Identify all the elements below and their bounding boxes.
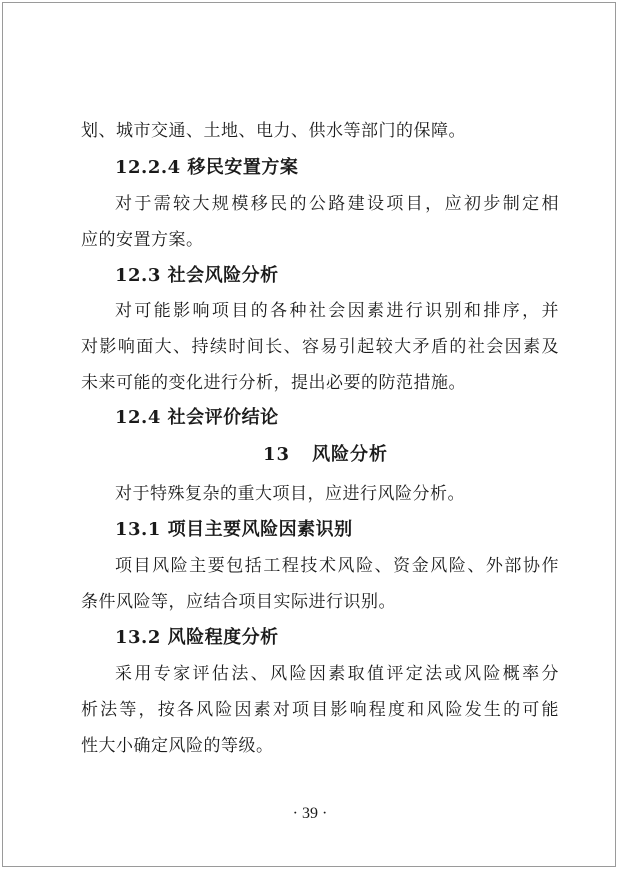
text-line: 对于特殊复杂的重大项目，应进行风险分析。 [115,484,465,504]
text-line: 未来可能的变化进行分析，提出必要的防范措施。 [81,373,466,393]
section-heading-12-4: 12.4 社会评价结论 [115,407,279,428]
text-line: 对影响面大、持续时间长、容易引起较大矛盾的社会因素及 [81,337,559,357]
section-heading-13-2: 13.2 风险程度分析 [115,627,279,648]
document-page [2,2,616,867]
chapter-number: 13 [263,444,291,465]
chapter-heading [263,444,388,466]
text-line: 性大小确定风险的等级。 [81,736,274,756]
section-heading-12-3: 12.3 社会风险分析 [115,265,279,286]
text-line: 采用专家评估法、风险因素取值评定法或风险概率分 [115,664,559,684]
chapter-title: 风险分析 [312,444,389,465]
text-line: 对可能影响项目的各种社会因素进行识别和排序，并 [115,301,559,321]
section-heading-12-2-4: 12.2.4 移民安置方案 [115,157,299,178]
section-heading-13-1: 13.1 项目主要风险因素识别 [115,519,353,540]
text-line: 析法等，按各风险因素对项目影响程度和风险发生的可能 [81,700,559,720]
text-line: 应的安置方案。 [81,230,204,250]
page-number: · 39 · [292,805,328,822]
text-line: 条件风险等，应结合项目实际进行识别。 [81,592,396,612]
text-line: 对于需较大规模移民的公路建设项目，应初步制定相 [115,194,559,214]
text-line: 划、城市交通、土地、电力、供水等部门的保障。 [81,121,466,141]
text-line: 项目风险主要包括工程技术风险、资金风险、外部协作 [115,556,559,576]
